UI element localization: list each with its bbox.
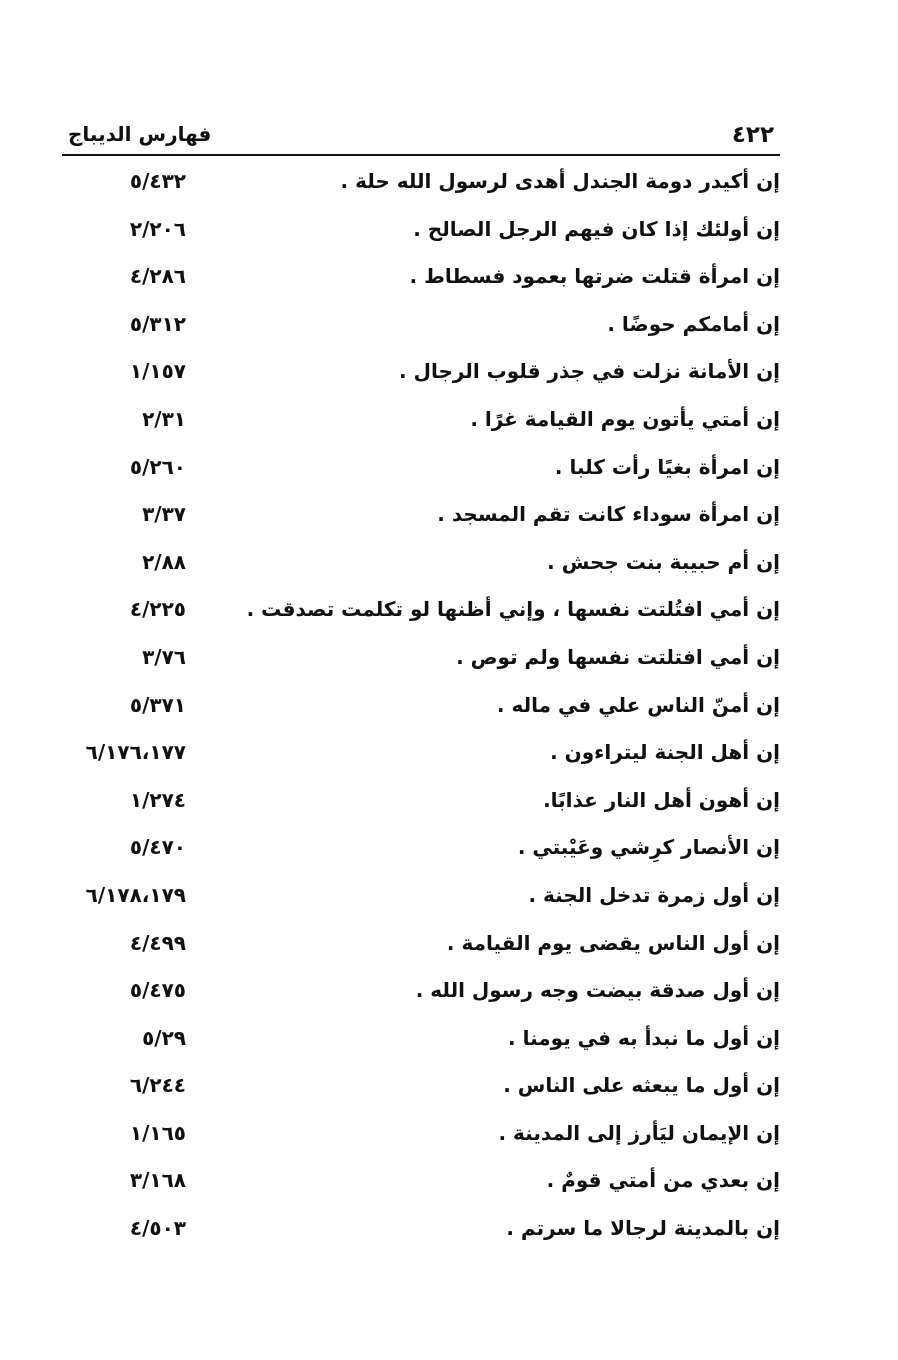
entry-reference: ٢/٨٨ [142,549,186,574]
index-entry [40,1210,780,1258]
index-entry [40,782,780,830]
entry-text: إن الأمانة نزلت في جذر قلوب الرجال . [399,359,780,384]
entry-text: إن امرأة قتلت ضرتها بعمود فسطاط . [409,264,780,289]
entry-reference: ٦/١٧٦،١٧٧ [85,740,186,765]
entry-text: إن أمتي يأتون يوم القيامة غرًا . [470,406,780,431]
entry-text: إن أول صدقة بيضت وجه رسول الله . [415,978,780,1003]
index-entry [40,496,780,544]
entry-text: إن أول زمرة تدخل الجنة . [528,882,780,907]
index-entry [40,353,780,401]
entry-reference: ٤/٢٢٥ [129,597,186,622]
index-entry [40,639,780,687]
entry-reference: ٤/٤٩٩ [129,930,186,955]
entry-text: إن أول الناس يقضى يوم القيامة . [446,930,780,955]
index-entry [40,925,780,973]
entry-reference: ٥/٤٧٥ [129,978,186,1003]
entry-text: إن أمي افتلتت نفسها ولم توص . [456,644,780,669]
entry-text: إن أهل الجنة ليتراءون . [550,740,780,765]
entry-text: إن أمامكم حوضًا . [607,311,780,336]
index-entry [40,1115,780,1163]
index-entry [40,544,780,592]
entry-text: إن أول ما نبدأ به في يومنا . [508,1025,780,1050]
entry-text: إن أهون أهل النار عذابًا. [543,787,780,812]
index-entry [40,211,780,259]
index-entry [40,306,780,354]
entry-text: إن الإيمان ليَأرز إلى المدينة . [498,1120,780,1145]
index-entry [40,687,780,735]
entry-reference: ٥/٢٩ [142,1025,186,1050]
entry-reference: ٣/٧٦ [142,644,186,669]
index-entry [40,449,780,497]
running-title: فهارس الديباج [68,122,212,146]
index-entry [40,877,780,925]
entry-reference: ٦/١٧٨،١٧٩ [85,882,186,907]
entry-text: إن بعدي من أمتي قومٌ . [546,1168,780,1193]
entry-reference: ٥/٢٦٠ [129,454,186,479]
page-number: ٤٢٢ [731,122,774,148]
entry-text: إن الأنصار كرِشي وعَيْبتي . [517,835,780,860]
entry-reference: ٣/٣٧ [142,502,186,527]
entry-reference: ١/١٦٥ [129,1120,186,1145]
entry-text: إن بالمدينة لرجالا ما سرتم . [506,1216,780,1241]
index-entry [40,829,780,877]
index-entry [40,1162,780,1210]
entry-text: إن أمي افتُلتت نفسها ، وإني أظنها لو تكلمت تصدقت . [246,597,780,622]
entry-reference: ٢/٢٠٦ [129,216,186,241]
entry-reference: ٥/٤٣٢ [129,169,186,193]
index-entry [40,591,780,639]
entry-text: إن أول ما يبعثه على الناس . [503,1073,780,1098]
page-header [62,118,780,156]
entry-text: إن امرأة بغيًا رأت كلبا . [554,454,780,479]
entry-reference: ٢/٣١ [142,406,186,431]
entry-reference: ١/٢٧٤ [129,787,186,812]
entry-reference: ٤/٢٨٦ [129,264,186,289]
index-entry [40,258,780,306]
entry-reference: ٥/٤٧٠ [129,835,186,860]
entry-text: إن امرأة سوداء كانت تقم المسجد . [437,502,780,527]
index-entry [40,972,780,1020]
entry-reference: ٦/٢٤٤ [129,1073,186,1098]
index-entry [40,163,780,211]
entry-text: إن أولئك إذا كان فيهم الرجل الصالح . [413,216,780,241]
entry-text: إن أم حبيبة بنت جحش . [547,549,780,574]
entry-reference: ٥/٣٧١ [129,692,186,717]
entry-reference: ٣/١٦٨ [129,1168,186,1193]
entry-reference: ٥/٣١٢ [129,311,186,336]
entry-reference: ١/١٥٧ [129,359,186,384]
index-entry [40,401,780,449]
entry-text: إن أكيدر دومة الجندل أهدى لرسول الله حلة . [340,169,780,193]
index-entry [40,1067,780,1115]
index-entry [40,1020,780,1068]
index-entries [40,163,780,1258]
index-entry [40,734,780,782]
entry-text: إن أمنّ الناس علي في ماله . [496,692,780,717]
entry-reference: ٤/٥٠٣ [129,1216,186,1241]
